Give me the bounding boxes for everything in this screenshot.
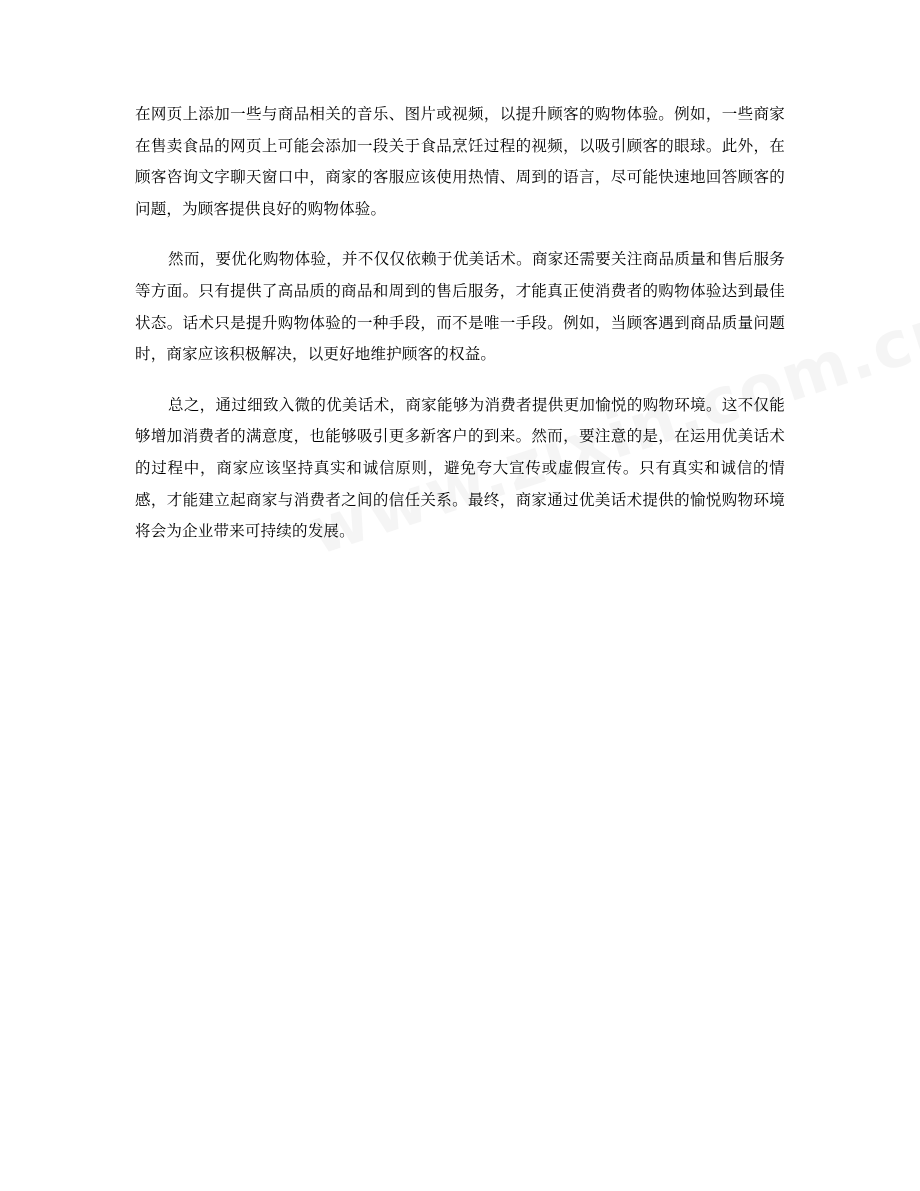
paragraph-3: 总之，通过细致入微的优美话术，商家能够为消费者提供更加愉悦的购物环境。这不仅能够增加消费者的满意度，也能够吸引更多新客户的到来。然而，要注意的是，在运用优美话术的过程中，商家应该坚持真实和诚信原则，避免夸大宣传或虚假宣传。只有真实和诚信的情感，才能建立起商家与消费者之间的信任关系。最终，商家通过优美话术提供的愉悦购物环境将会为企业带来可持续的发展。	[135, 395, 785, 541]
paragraph-1: 在网页上添加一些与商品相关的音乐、图片或视频，以提升顾客的购物体验。例如，一些商家在售卖食品的网页上可能会添加一段关于食品烹饪过程的视频，以吸引顾客的眼球。此外，在顾客咨询文字聊天窗口中，商家的客服应该使用热情、周到的语言，尽可能快速地回答顾客的问题，为顾客提供良好的购物体验。	[135, 105, 785, 218]
paragraph-2: 然而，要优化购物体验，并不仅仅依赖于优美话术。商家还需要关注商品质量和售后服务等方面。只有提供了高品质的商品和周到的售后服务，才能真正使消费者的购物体验达到最佳状态。话术只是提升购物体验的一种手段，而不是唯一手段。例如，当顾客遇到商品质量问题时，商家应该积极解决，以更好地维护顾客的权益。	[135, 250, 785, 364]
document-body	[135, 99, 785, 567]
